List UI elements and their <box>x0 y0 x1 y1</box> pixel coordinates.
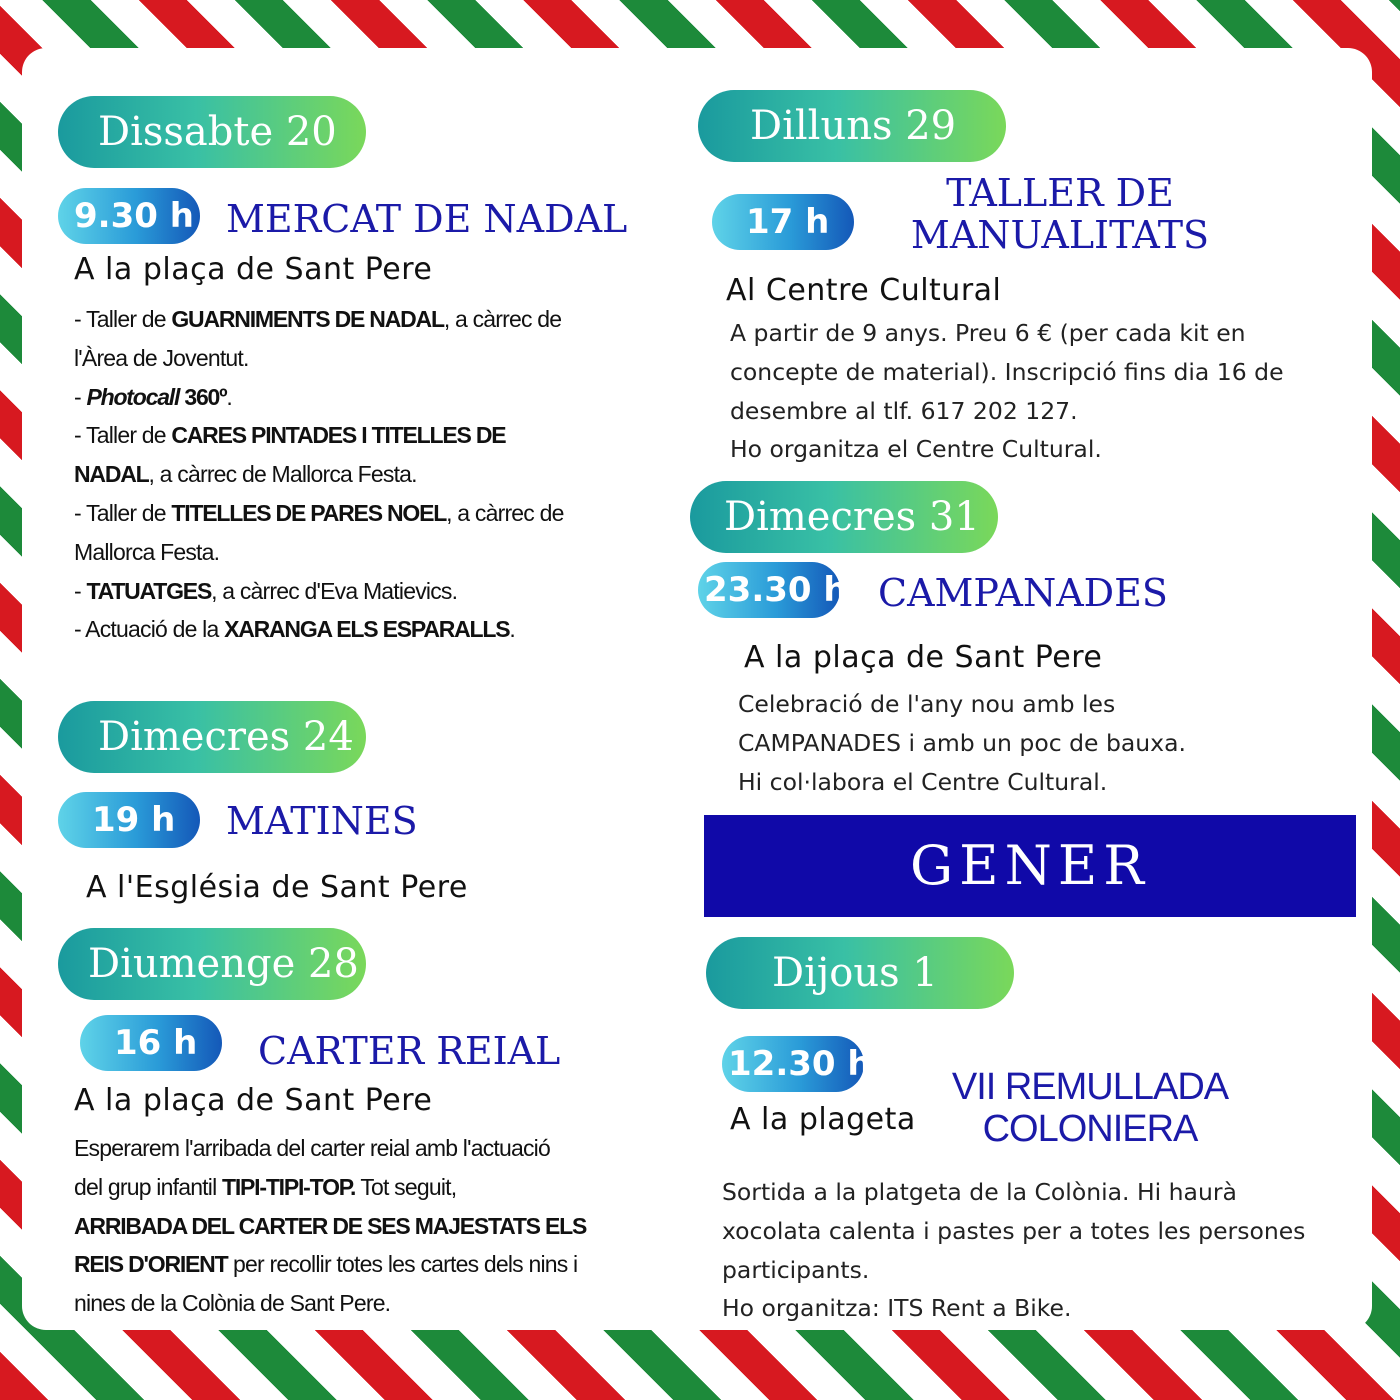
description-line: Esperarem l'arribada del carter reial amb l'actuació <box>74 1135 550 1161</box>
time-badge-16: 16 h <box>80 1015 222 1071</box>
event-description-remullada <box>722 1173 1382 1328</box>
event-description-mercat <box>74 300 684 649</box>
description-line: Ho organitza el Centre Cultural. <box>730 435 1102 464</box>
event-description-taller <box>730 314 1370 469</box>
description-line: - Taller de CARES PINTADES I TITELLES DE <box>74 422 506 449</box>
event-location: A l'Església de Sant Pere <box>86 870 468 905</box>
day-pill-dilluns-29: Dilluns 29 <box>698 90 1006 162</box>
month-banner-gener: GENER <box>704 815 1356 917</box>
description-line: Celebració de l'any nou amb les <box>738 690 1116 718</box>
event-location: A la plageta <box>730 1102 916 1137</box>
event-title-campanades: CAMPANADES <box>878 571 1168 615</box>
time-badge-17: 17 h <box>712 194 854 250</box>
description-line: Hi col·labora el Centre Cultural. <box>738 767 1108 796</box>
time-badge-930: 9.30 h <box>58 188 200 244</box>
description-line: participants. <box>722 1255 870 1284</box>
description-line: - Taller de TITELLES DE PARES NOEL, a càrrec de <box>74 499 564 526</box>
event-title-taller: TALLER DE MANUALITATS <box>910 171 1210 257</box>
description-line: ARRIBADA DEL CARTER DE SES MAJESTATS ELS <box>74 1212 587 1239</box>
description-line: xocolata calenta i pastes per a totes les persones <box>722 1216 1306 1245</box>
event-title-mercat: MERCAT DE NADAL <box>226 197 628 241</box>
day-pill-dijous-1: Dijous 1 <box>706 937 1014 1009</box>
event-location: Al Centre Cultural <box>726 273 1002 308</box>
day-pill-dissabte-20: Dissabte 20 <box>58 96 366 168</box>
description-line: desembre al tlf. 617 202 127. <box>730 396 1078 425</box>
description-line: Sortida a la platgeta de la Colònia. Hi haurà <box>722 1178 1237 1206</box>
description-line: concepte de material). Inscripció fins dia 16 de <box>730 357 1284 386</box>
description-line: - TATUATGES, a càrrec d'Eva Matievics. <box>74 577 458 604</box>
time-badge-19: 19 h <box>58 792 200 848</box>
event-location: A la plaça de Sant Pere <box>74 252 433 287</box>
description-line: A partir de 9 anys. Preu 6 € (per cada kit en <box>730 319 1246 347</box>
event-title-matines: MATINES <box>226 799 418 843</box>
event-title-carter-reial: CARTER REIAL <box>258 1029 561 1073</box>
time-badge-1230: 12.30 h <box>722 1036 864 1092</box>
description-line: NADAL, a càrrec de Mallorca Festa. <box>74 461 417 488</box>
description-line: nines de la Colònia de Sant Pere. <box>74 1290 391 1317</box>
event-location: A la plaça de Sant Pere <box>74 1083 433 1118</box>
description-line: REIS D'ORIENT per recollir totes les cartes dels nins i <box>74 1251 578 1278</box>
description-line: - Photocall 360º. <box>74 383 232 410</box>
day-pill-dimecres-24: Dimecres 24 <box>58 701 366 773</box>
event-description-carter <box>74 1129 684 1323</box>
description-line: Ho organitza: ITS Rent a Bike. <box>722 1294 1072 1323</box>
time-badge-2330: 23.30 h <box>698 562 840 618</box>
description-line: - Actuació de la XARANGA ELS ESPARALLS. <box>74 616 515 643</box>
description-line: l'Àrea de Joventut. <box>74 344 249 371</box>
day-pill-dimecres-31: Dimecres 31 <box>690 481 998 553</box>
description-line: - Taller de GUARNIMENTS DE NADAL, a càrrec de <box>74 306 562 332</box>
event-title-remullada: VII REMULLADA COLONIERA <box>951 1066 1229 1150</box>
description-line: Mallorca Festa. <box>74 538 220 565</box>
day-pill-diumenge-28: Diumenge 28 <box>58 928 366 1000</box>
description-line: del grup infantil TIPI-TIPI-TOP. Tot seguit, <box>74 1173 457 1200</box>
description-line: CAMPANADES i amb un poc de bauxa. <box>738 728 1186 757</box>
event-description-campanades <box>738 685 1358 801</box>
event-location: A la plaça de Sant Pere <box>744 640 1103 675</box>
